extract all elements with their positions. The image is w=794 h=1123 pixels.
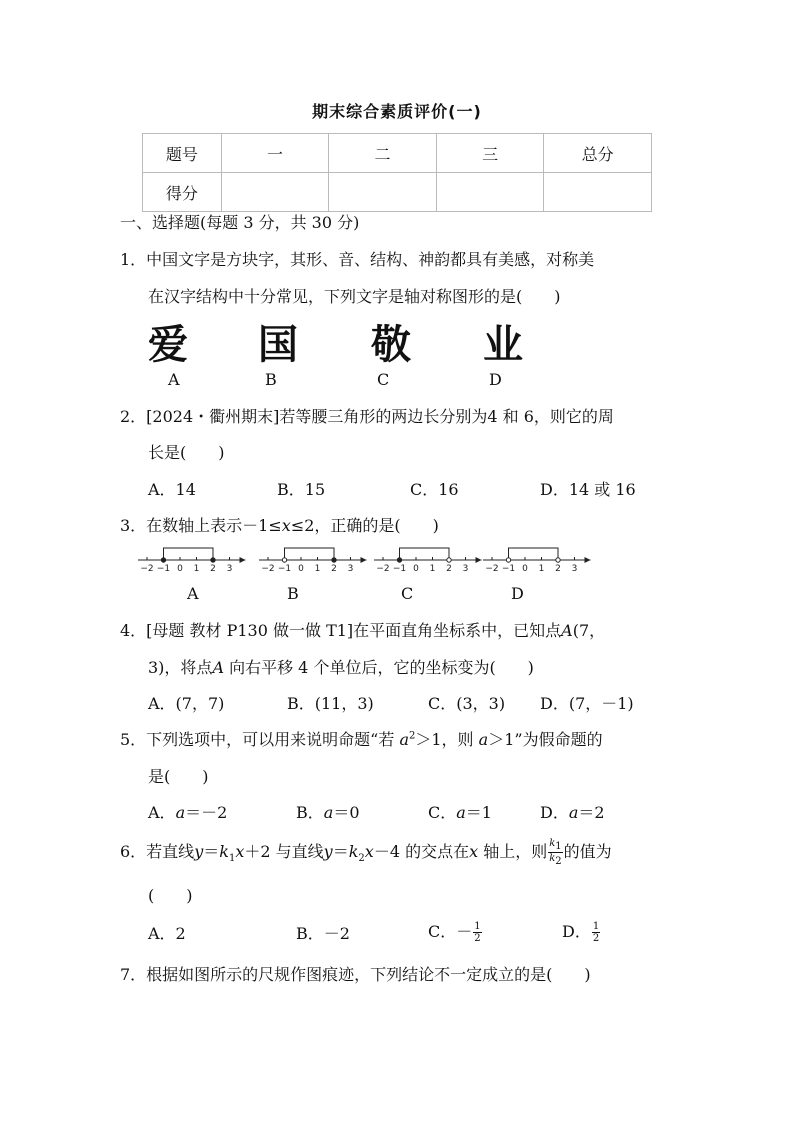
header-cell: 三 — [436, 134, 544, 173]
q3-line1: 3．在数轴上表示－1≤x≤2，正确的是( ) — [120, 516, 439, 535]
tick-label: 0 — [298, 564, 304, 574]
tick-label: 3 — [347, 564, 354, 574]
q6-option-c[interactable]: C．－ $\frac{1}{2}$ — [428, 921, 481, 944]
page-title: 期末综合素质评价(一) — [312, 102, 482, 121]
number-line-a[interactable] — [138, 548, 246, 574]
endpoint-right — [556, 558, 560, 562]
tick-label: 3 — [226, 564, 233, 574]
tick-label: −2 — [376, 564, 390, 574]
q5-option-b[interactable]: B．a＝0 — [296, 803, 360, 822]
tick-label: −2 — [140, 564, 154, 574]
tick-label: −2 — [485, 564, 499, 574]
q1-line1: 1．中国文字是方块字，其形、音、结构、神韵都具有美感，对称美 — [120, 250, 595, 269]
q5-line2: 是( ) — [148, 767, 209, 786]
q4-option-d[interactable]: D．(7，－1) — [540, 694, 634, 713]
q2-option-a[interactable]: A．14 — [148, 480, 196, 499]
endpoint-left — [397, 558, 401, 562]
endpoint-right — [211, 558, 215, 562]
score-cell[interactable] — [329, 173, 437, 212]
score-table — [142, 133, 652, 212]
endpoint-left — [282, 558, 286, 562]
k1-over-k2-fraction: $\frac{k_1}{k_2}$ — [549, 838, 562, 867]
endpoint-left — [506, 558, 510, 562]
tick-label: −1 — [392, 564, 407, 574]
q6-option-b[interactable]: B．－2 — [296, 924, 350, 943]
header-cell: 题号 — [143, 134, 222, 173]
q2-option-d[interactable]: D．14 或 16 — [540, 480, 636, 499]
solution-bracket — [285, 548, 335, 560]
q3-label-b: B — [287, 584, 299, 603]
tick-label: 3 — [462, 564, 469, 574]
q4-option-c[interactable]: C．(3，3) — [428, 694, 506, 713]
tick-label: 3 — [571, 564, 578, 574]
q6-line2: ( ) — [148, 886, 193, 905]
score-cell[interactable] — [221, 173, 329, 212]
q2-option-b[interactable]: B．15 — [277, 480, 326, 499]
tick-label: 2 — [555, 564, 561, 574]
solution-bracket — [164, 548, 214, 560]
q4-option-a[interactable]: A．(7，7) — [148, 694, 225, 713]
q3-label-c: C — [401, 584, 414, 603]
score-cell[interactable] — [544, 173, 652, 212]
q3-label-a: A — [187, 584, 199, 603]
tick-label: 2 — [331, 564, 337, 574]
q5-option-c[interactable]: C．a＝1 — [428, 803, 492, 822]
q5-option-d[interactable]: D．a＝2 — [540, 803, 605, 822]
number-line-d[interactable] — [483, 548, 591, 574]
q3-label-d: D — [511, 584, 524, 603]
q4-line2: 3)，将点A 向右平移 4 个单位后，它的坐标变为( ) — [148, 658, 534, 677]
q5-line1: 5．下列选项中，可以用来说明命题“若 $a^2>1$，则 a＞1”为假命题的 — [120, 730, 603, 749]
tick-label: −1 — [277, 564, 292, 574]
q4-option-b[interactable]: B．(11，3) — [287, 694, 374, 713]
q1-char-d: 业 — [483, 322, 523, 368]
tick-label: −1 — [156, 564, 171, 574]
q1-line2: 在汉字结构中十分常见，下列文字是轴对称图形的是( ) — [148, 287, 561, 306]
q6-option-d[interactable]: D． $\frac{1}{2}$ — [562, 921, 600, 944]
half-fraction: $\frac{1}{2}$ — [592, 921, 600, 944]
endpoint-left — [161, 558, 165, 562]
q5-option-a[interactable]: A．a＝－2 — [148, 803, 228, 822]
q2-option-c[interactable]: C．16 — [410, 480, 459, 499]
section-heading: 一、选择题(每题 3 分，共 30 分) — [120, 213, 360, 232]
header-cell: 二 — [329, 134, 437, 173]
score-table-score-row — [143, 173, 652, 212]
tick-label: −1 — [501, 564, 516, 574]
header-cell: 总分 — [544, 134, 652, 173]
row-label: 得分 — [143, 173, 222, 212]
q3-number-lines — [138, 540, 598, 574]
tick-label: 1 — [429, 564, 436, 574]
q1-char-c: 敬 — [371, 322, 411, 368]
q1-label-b: B — [265, 370, 277, 389]
score-table-header-row — [143, 134, 652, 173]
tick-label: 1 — [314, 564, 321, 574]
q1-label-a: A — [168, 370, 180, 389]
tick-label: 0 — [413, 564, 419, 574]
tick-label: 1 — [538, 564, 545, 574]
q1-label-d: D — [489, 370, 502, 389]
q4-line1: 4．[母题 教材 P130 做一做 T1]在平面直角坐标系中，已知点A(7， — [120, 621, 606, 640]
q1-char-b: 国 — [258, 322, 298, 368]
tick-label: −2 — [261, 564, 275, 574]
solution-bracket — [400, 548, 450, 560]
q2-line1: 2．[2024・衢州期末]若等腰三角形的两边长分别为4 和 6，则它的周 — [120, 407, 614, 426]
endpoint-right — [332, 558, 336, 562]
axis-arrow — [585, 557, 591, 563]
endpoint-right — [447, 558, 451, 562]
axis-arrow — [476, 557, 482, 563]
q2-line2: 长是( ) — [148, 443, 225, 462]
axis-arrow — [240, 557, 246, 563]
q1-label-c: C — [377, 370, 390, 389]
q1-char-a: 爱 — [148, 322, 188, 368]
tick-label: 0 — [177, 564, 183, 574]
tick-label: 0 — [522, 564, 528, 574]
tick-label: 1 — [193, 564, 200, 574]
number-line-c[interactable] — [374, 548, 482, 574]
half-fraction: $\frac{1}{2}$ — [474, 921, 481, 944]
header-cell: 一 — [221, 134, 329, 173]
q6-option-a[interactable]: A．2 — [148, 924, 186, 943]
tick-label: 2 — [210, 564, 216, 574]
score-cell[interactable] — [436, 173, 544, 212]
axis-arrow — [361, 557, 367, 563]
q7-line1: 7．根据如图所示的尺规作图痕迹，下列结论不一定成立的是( ) — [120, 965, 591, 984]
q6-line1: 6．若直线$y=k_1x+2$ 与直线$y=k_2x-4$ 的交点在x 轴上，则 $\frac{k_1}{k_2}$ 的值为 — [120, 838, 612, 867]
solution-bracket — [509, 548, 559, 560]
number-line-b[interactable] — [259, 548, 367, 574]
tick-label: 2 — [446, 564, 452, 574]
